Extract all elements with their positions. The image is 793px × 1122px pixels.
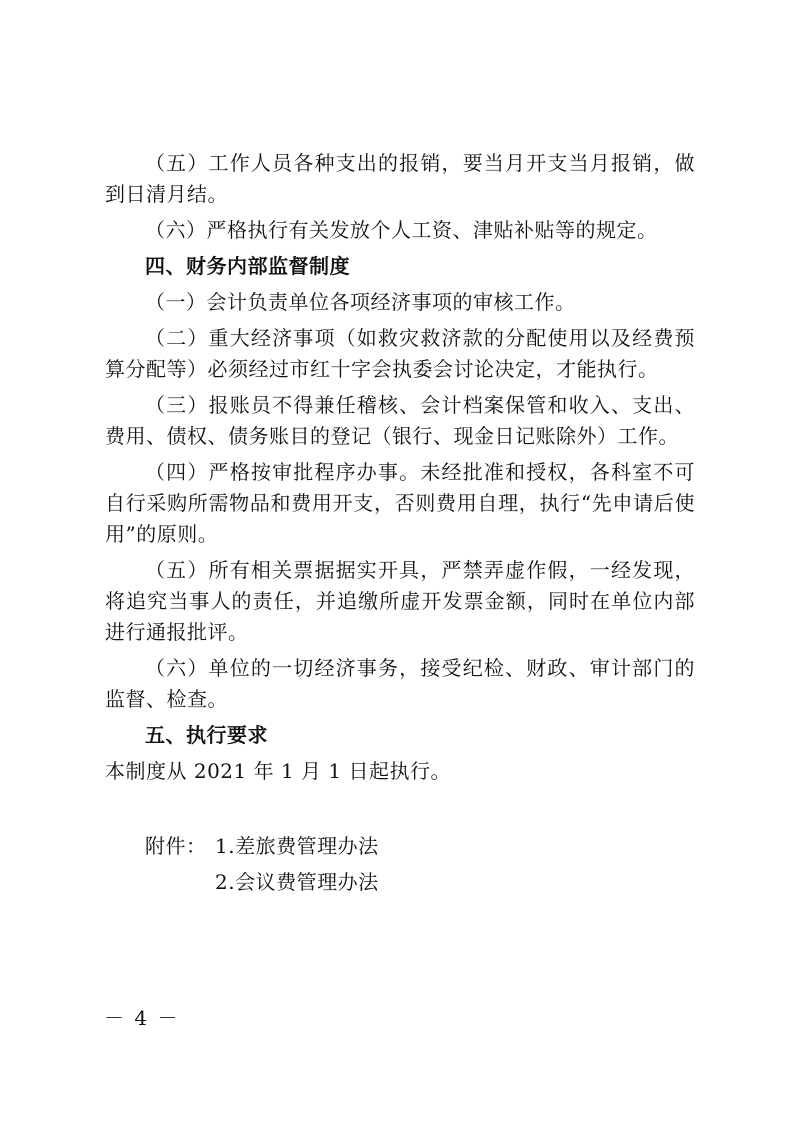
paragraph-supervision-inspection: （六）单位的一切经济事务，接受纪检、财政、审计部门的监督、检查。 [105,656,695,711]
paragraph-salary-rules: （六）严格执行有关发放个人工资、津贴补贴等的规定。 [145,218,658,242]
paragraph-major-economic-matters: （二）重大经济事项（如救灾救济款的分配使用以及经费预算分配等）必须经过市红十字会执委会讨论决定，才能执行。 [105,326,695,381]
section-heading-internal-supervision: 四、财务内部监督制度 [145,254,350,278]
attachment-item-meeting-expense: 2.会议费管理办法 [215,869,379,894]
paragraph-invoice-rules: （五）所有相关票据据实开具，严禁弄虚作假，一经发现，将追究当事人的责任，并追缴所虚开发票金额，同时在单位内部进行通报批评。 [105,558,695,644]
spacer [105,792,695,828]
attachments-list [145,828,695,900]
attachment-item-travel-expense: 1.差旅费管理办法 [215,833,379,858]
page-number: － 4 － [104,1006,180,1030]
attachment-line-1 [145,828,695,864]
paragraph-approval-procedure: （四）严格按审批程序办事。未经批准和授权，各科室不可自行采购所需物品和费用开支，否则费用自理，执行“先申请后使用”的原则。 [105,460,695,546]
paragraph-effective-date: 本制度从 2021 年 1 月 1 日起执行。 [105,759,451,783]
attachments-label: 附件： [145,833,207,858]
paragraph-accounting-review: （一）会计负责单位各项经济事项的审核工作。 [145,290,576,314]
attachment-line-2 [145,864,695,900]
paragraph-expense-reimbursement: （五）工作人员各种支出的报销，要当月开支当月报销，做到日清月结。 [105,151,695,206]
paragraph-clerk-restrictions: （三）报账员不得兼任稽核、会计档案保管和收入、支出、费用、债权、债务账目的登记（银行、现金日记账除外）工作。 [105,393,695,448]
section-heading-execution: 五、执行要求 [145,723,268,747]
document-body [105,148,695,900]
